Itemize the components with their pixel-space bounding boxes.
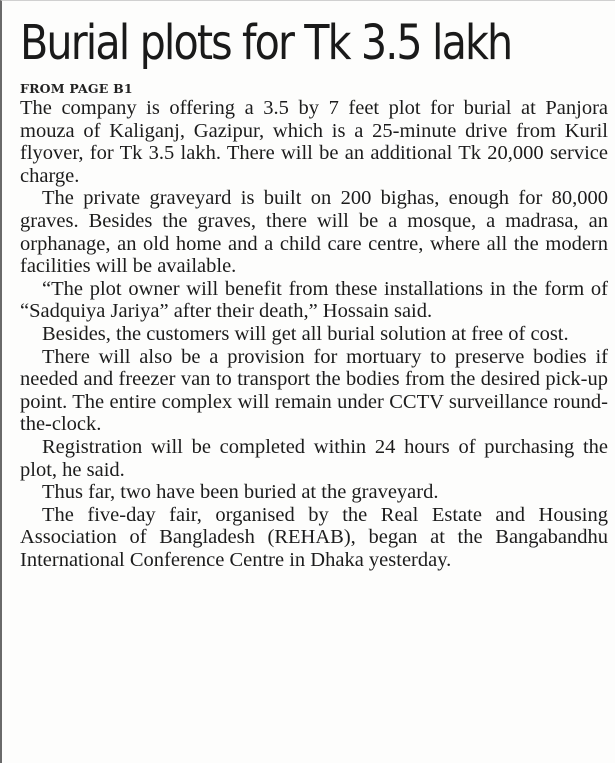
paragraph-7: Thus far, two have been buried at the graveyard.: [42, 481, 439, 504]
paragraph-2: The private graveyard is built on 200 bighas, enough for 80,000 graves. Besides the graves, there will be a mosque, a madrasa, an orphanage, an old home and a child care centre, where all the modern facilities will be available.: [20, 187, 608, 278]
paragraph-5: There will also be a provision for mortuary to preserve bodies if needed and freezer van to transport the bodies from the desired pick-up point. The entire complex will remain under CCTV surveillance round-the-clock.: [20, 345, 608, 436]
headline: Burial plots for Tk 3.5 lakh: [20, 15, 512, 71]
paragraph-1: The company is offering a 3.5 by 7 feet plot for burial at Panjora mouza of Kaliganj, Gazipur, which is a 25-minute drive from Kuril flyover, for Tk 3.5 lakh. There will be an additional Tk 20,000 service charge.: [20, 97, 608, 187]
jump-reference: FROM PAGE B1: [20, 81, 133, 96]
paragraph-4: Besides, the customers will get all burial solution at free of cost.: [42, 322, 569, 345]
paragraph-3: “The plot owner will benefit from these installations in the form of “Sadquiya Jariya” after their death,” Hossain said.: [20, 277, 608, 323]
paragraph-8: The five-day fair, organised by the Real Estate and Housing Association of Bangladesh (REHAB), began at the Bangabandhu International Conference Centre in Dhaka yesterday.: [20, 503, 608, 571]
article-body: [20, 97, 608, 571]
paragraph-6: Registration will be completed within 24 hours of purchasing the plot, he said.: [20, 435, 608, 481]
